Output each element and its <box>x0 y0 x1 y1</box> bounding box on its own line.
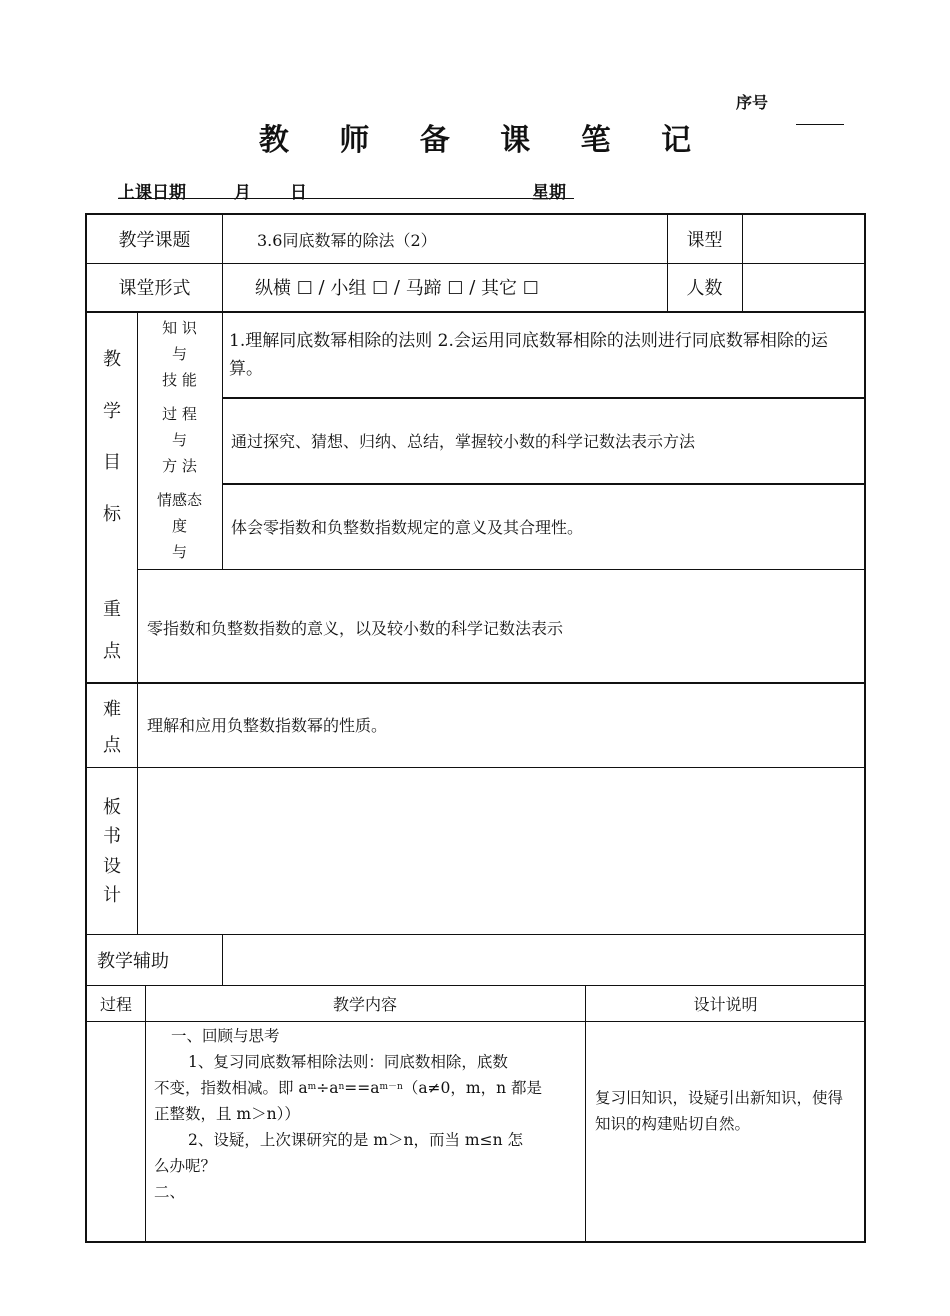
content-line: 1、复习同底数幂相除法则：同底数相除，底数 <box>188 1053 508 1071</box>
weekday-label: 星期 <box>532 183 566 203</box>
key-points-text[interactable]: 零指数和负整数指数的意义，以及较小数的科学记数法表示 <box>147 618 564 638</box>
content-line: 正整数，且 m＞n）） <box>154 1105 300 1123</box>
serial-number-label: 序号 <box>736 93 769 112</box>
teaching-aids-field[interactable] <box>222 934 866 985</box>
topic-label: 教学课题 <box>118 230 191 251</box>
lesson-plan-table <box>85 213 866 1243</box>
class-form-label: 课堂形式 <box>118 278 191 299</box>
difficulties-label: 难 点 <box>103 699 121 756</box>
option-zongheng-checkbox[interactable]: □ <box>296 277 313 297</box>
board-design-area[interactable] <box>137 767 866 934</box>
option-other-label: 其它 <box>481 278 518 299</box>
class-form-options <box>255 263 665 311</box>
board-design-label: 板 书 设 计 <box>103 797 121 906</box>
process-column-header: 过程 <box>99 994 132 1014</box>
day-label: 日 <box>290 183 307 203</box>
difficulties-text[interactable]: 理解和应用负整数指数幂的性质。 <box>147 716 388 735</box>
content-line: 2、设疑，上次课研究的是 m＞n，而当 m≤n 怎 <box>188 1131 523 1149</box>
key-points-label: 重 点 <box>103 599 121 662</box>
month-label: 月 <box>234 183 251 203</box>
content-column-header: 教学内容 <box>332 994 397 1014</box>
process-method-text[interactable]: 通过探究、猜想、归纳、总结，掌握较小数的科学记数法表示方法 <box>231 431 696 451</box>
knowledge-skills-text[interactable]: 1.理解同底数幂相除的法则 2.会运用同底数幂相除的法则进行同底数幂相除的运算。 <box>229 331 828 379</box>
content-line: 么办呢？ <box>154 1157 217 1175</box>
content-line: 一、回顾与思考 <box>171 1027 280 1045</box>
emotion-attitude-text[interactable]: 体会零指数和负整数指数规定的意义及其合理性。 <box>231 517 584 537</box>
option-group-label: 小组 <box>330 278 367 299</box>
option-group-checkbox[interactable]: □ <box>372 277 389 297</box>
separator: / <box>469 276 476 298</box>
option-other-checkbox[interactable]: □ <box>522 277 539 297</box>
separator: / <box>318 276 325 298</box>
page-title: 教 师 备 课 笔 记 <box>258 123 712 158</box>
student-count-label: 人数 <box>686 278 723 299</box>
content-line-formula: 不变，指数相减。即 $a^m\div a^n==a^{m-n}(a\ne 0$，m，n 都是 <box>154 1079 543 1097</box>
emotion-attitude-label: 情感态 度 与 <box>156 490 202 562</box>
separator: / <box>393 276 400 298</box>
design-column-header: 设计说明 <box>693 994 758 1014</box>
option-zongheng-label: 纵横 <box>255 278 291 299</box>
process-method-label: 过 程 与 方 法 <box>162 404 197 476</box>
teaching-content[interactable] <box>154 1023 579 1205</box>
teaching-aids-label: 教学辅助 <box>97 950 169 972</box>
date-label: 上课日期 <box>118 183 186 203</box>
topic-value[interactable]: 3.6同底数幂的除法（2） <box>257 230 437 250</box>
objectives-label: 教 学 目 标 <box>103 349 121 525</box>
student-count-field[interactable] <box>742 263 866 311</box>
option-horseshoe-checkbox[interactable]: □ <box>447 277 464 297</box>
knowledge-skills-label: 知 识 与 技 能 <box>162 318 197 390</box>
lesson-type-field[interactable] <box>742 215 866 263</box>
option-horseshoe-label: 马蹄 <box>405 278 442 299</box>
lesson-type-label: 课型 <box>686 230 723 251</box>
content-line: 二、 <box>154 1183 186 1201</box>
date-line <box>118 178 574 203</box>
design-note[interactable]: 复习旧知识，设疑引出新知识，使得知识的构建贴切自然。 <box>595 1089 844 1133</box>
